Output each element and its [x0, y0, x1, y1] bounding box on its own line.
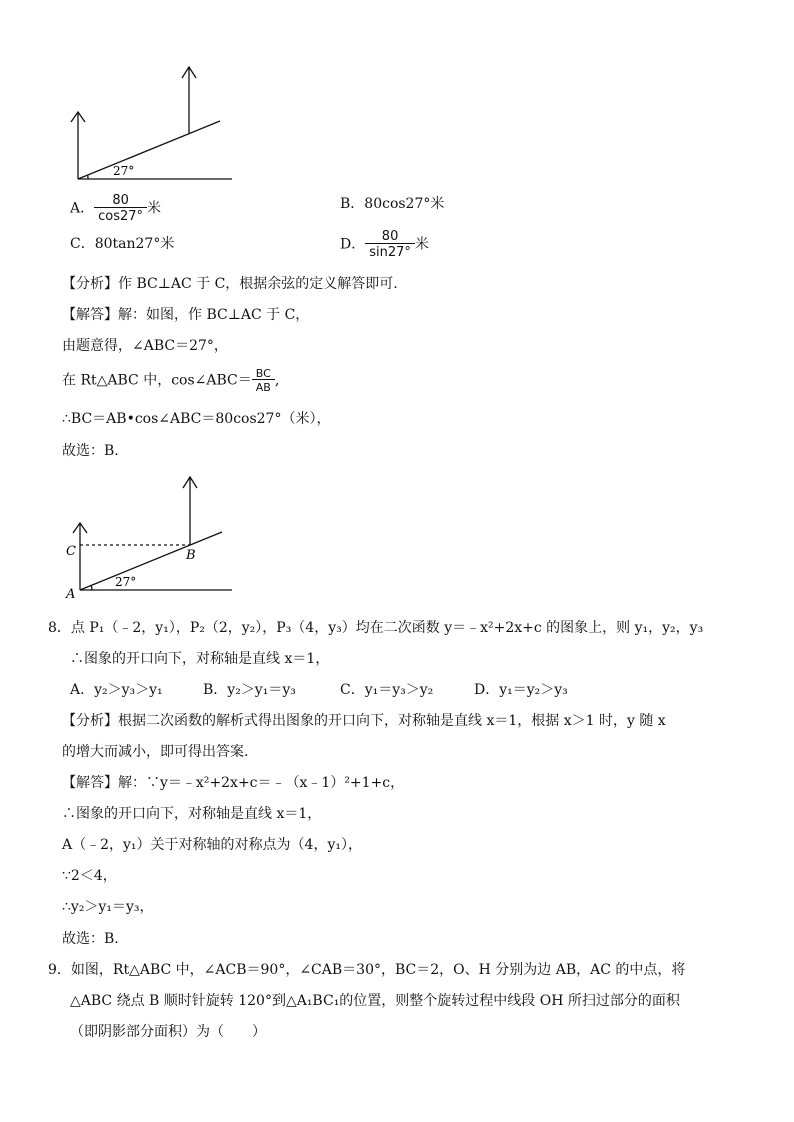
figure2-label-a: A	[66, 587, 76, 602]
q7-option-a[interactable]: A． $\frac{80}{\cos 27^\circ}$ 米	[70, 193, 162, 224]
q8-line3: A（﹣2，y₁）关于对称轴的对称点为（4，y₁），	[62, 837, 362, 853]
q8-analysis: 【分析】根据二次函数的解析式得出图象的开口向下，对称轴是直线 x＝1，根据 x＞1 时，y 随 x	[62, 713, 666, 729]
q8-option-b[interactable]: B．y₂＞y₁＝y₃	[203, 682, 296, 698]
q7-line4: ∴BC＝AB•cos∠ABC＝80cos27°（米），	[62, 411, 331, 427]
q7-line3: 在 Rt△ABC 中，cos∠ABC＝ $\frac{BC}{AB}$ ,	[62, 367, 280, 394]
q9-stem-line3: （即阴影部分面积）为（ ）	[70, 1024, 266, 1040]
q8-option-d[interactable]: D．y₁＝y₂＞y₃	[474, 682, 568, 698]
figure2-label-c: C	[66, 544, 76, 559]
figure2-label-b: B	[186, 548, 196, 563]
q7-line2: 由题意得，∠ABC＝27°，	[62, 338, 228, 354]
q7-line5: 故选：B.	[62, 443, 119, 459]
q8-answer: 【解答】解：∵y＝﹣x²+2x+c＝﹣（x﹣1）²+1+c，	[62, 775, 405, 791]
q7-option-a-fraction: $\frac{80}{\cos 27^\circ}$	[94, 194, 147, 223]
q8-option-c[interactable]: C．y₁＝y₃＞y₂	[340, 682, 434, 698]
q9-stem-line1: 9．如图，Rt△ABC 中，∠ACB＝90°，∠CAB＝30°，BC＝2，O、H 分别为边 AB，AC 的中点，将	[48, 962, 686, 978]
q8-stem-line1: 8．点 P₁（﹣2，y₁），P₂（2，y₂），P₃（4，y₃）均在二次函数 y＝﹣x²+2x+c 的图象上，则 y₁，y₂，y₃	[48, 620, 704, 636]
q8-line6: 故选：B.	[62, 931, 119, 947]
q8-stem-line2: ∴图象的开口向下，对称轴是直线 x＝1，	[70, 651, 330, 667]
q8-line4: ∵2＜4，	[62, 868, 117, 884]
q7-option-c[interactable]: C．80tan27°米	[70, 236, 175, 252]
q7-option-d-fraction: $\frac{80}{\sin 27^\circ}$	[365, 230, 415, 259]
q7-option-b[interactable]: B．80cos27°米	[340, 196, 445, 212]
figure1-angle-label: 27°	[113, 164, 135, 178]
q9-stem-line2: △ABC 绕点 B 顺时针旋转 120°到△A₁BC₁的位置，则整个旋转过程中线段 OH 所扫过部分的面积	[70, 993, 680, 1009]
q8-line5: ∴y₂＞y₁＝y₃，	[62, 899, 154, 915]
figure2-angle-label: 27°	[115, 575, 137, 589]
q7-option-d[interactable]: D． $\frac{80}{\sin 27^\circ}$ 米	[340, 229, 429, 260]
q7-analysis: 【分析】作 BC⊥AC 于 C，根据余弦的定义解答即可.	[62, 276, 398, 292]
q7-cos-fraction: $\frac{BC}{AB}$	[252, 368, 275, 393]
q7-answer: 【解答】解：如图，作 BC⊥AC 于 C，	[62, 307, 310, 323]
q8-line2: ∴图象的开口向下，对称轴是直线 x＝1，	[62, 806, 322, 822]
q8-option-a[interactable]: A．y₂＞y₃＞y₁	[70, 682, 163, 698]
q8-analysis-line2: 的增大而减小，即可得出答案.	[62, 744, 249, 760]
